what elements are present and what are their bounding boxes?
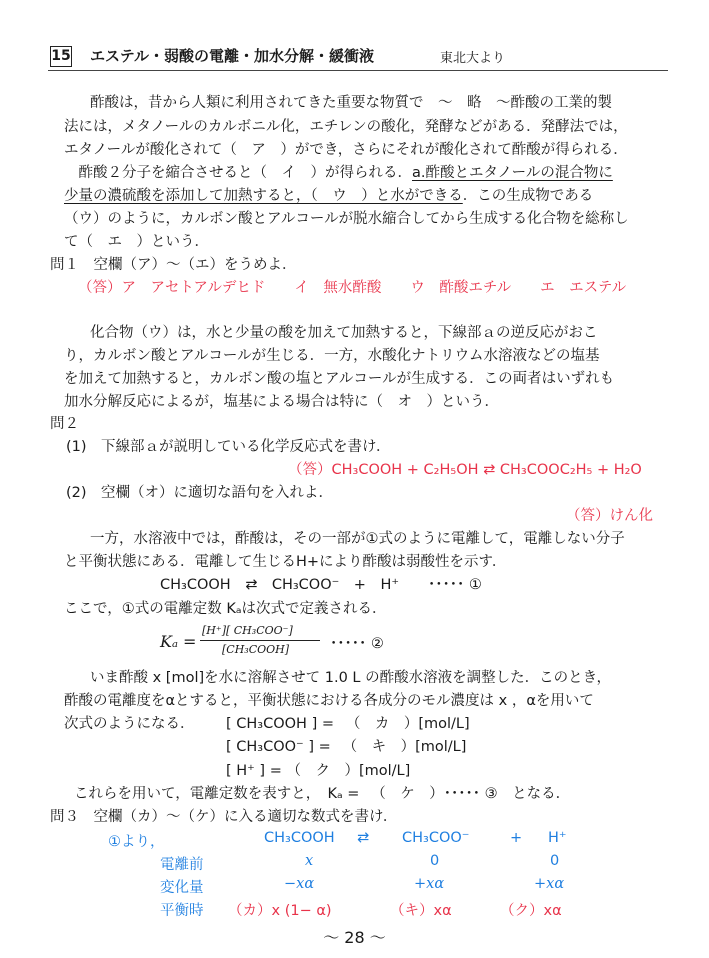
underline-a-part1: a.酢酸とエタノールの混合物に [412,165,613,181]
ka-denominator: [CH₃COOH] [222,643,290,656]
equation-1: CH₃COOH ⇄ CH₃COO⁻ + H⁺ ･････ ① [160,577,482,593]
conc-ch3cooh: [ CH₃COOH ] = （ カ ）[mol/L] [226,716,470,732]
p2-line-2: り，カルボン酸とアルコールが生じる．一方，水酸化ナトリウム水溶液などの塩基 [64,348,600,364]
p4-line-3: 次式のようになる． [64,716,195,732]
conc-h: [ H⁺ ] = （ ク ）[mol/L] [226,763,411,779]
header-divider [48,70,668,71]
p1-line-4-text: 酢酸２分子を縮合させると（ イ ）が得られる． [64,165,412,181]
p2-line-4: 加水分解反応によるが，塩基による場合は特に（ オ ）という． [64,394,499,410]
ice-row-equilibrium-ch3cooh: （カ）x (1− α) [228,903,332,919]
p1-line-2: 法には，メタノールのカルボニル化，エチレンの酸化，発酵などがある．発酵法では， [64,119,628,135]
ice-header-ch3coo: CH₃COO⁻ [402,830,470,846]
p1-line-5 [64,186,593,206]
ice-row-initial-label: 電離前 [160,857,204,873]
problem-source: 東北大より [440,51,506,66]
p4-line-2: 酢酸の電離度をαとすると，平衡状態における各成分のモル濃度は x ，αを用いて [64,693,594,709]
p2-line-3: を加えて加熱すると，カルボン酸の塩とアルコールが生成する．この両者はいずれも [64,371,615,387]
ice-row-equilibrium-label: 平衡時 [160,903,204,919]
ka-definition-line: ここで，①式の電離定数 Kₐは次式で定義される． [64,601,387,617]
ice-row-change-ch3cooh: −xα [284,876,315,892]
q3-label: 問３ 空欄（カ）〜（ケ）に入る適切な数式を書け． [50,809,398,825]
page-number: 〜 28 〜 [323,928,386,947]
ice-header-arrow: ⇄ [357,830,370,846]
q2-sub2: (2) 空欄（オ）に適切な語句を入れよ． [66,485,334,501]
p4-line-1: いま酢酸 x [mol]を水に溶解させて 1.0 L の酢酸水溶液を調整した．このとき， [90,670,612,686]
q2-answer2: （答）けん化 [566,508,653,524]
p3-line-2: と平衡状態にある．電離して生じるH+により酢酸は弱酸性を示す． [64,554,507,570]
underline-a-part2: 少量の濃硫酸を添加して加熱すると，（ ウ ）と水ができる [64,188,463,204]
q1-answer: （答）ア アセトアルデヒド イ 無水酢酸 ウ 酢酸エチル エ エステル [78,280,627,296]
p1-line-6: （ウ）のように，カルボン酸とアルコールが脱水縮合してから生成する化合物を総称し [64,211,629,227]
ice-row-initial-h: 0 [550,853,560,869]
p3-line-1: 一方，水溶液中では，酢酸は，その一部が①式のように電離して，電離しない分子 [90,531,625,547]
q2-label: 問２ [50,416,79,432]
ice-row-equilibrium-h: （ク）xα [500,903,562,919]
p1-line-5-rest: ．この生成物である [462,188,594,204]
ka-symbol: Kₐ = [160,632,197,651]
ice-from-label: ①より， [108,834,165,850]
p2-line-1: 化合物（ウ）は，水と少量の酸を加えて加熱すると，下線部ａの逆反応がおこ [90,325,598,341]
ice-row-initial-ch3coo: 0 [430,853,440,869]
q2-answer1: （答）CH₃COOH + C₂H₅OH ⇄ CH₃COOC₂H₅ + H₂O [288,462,642,478]
problem-title: エステル・弱酸の電離・加水分解・緩衝液 [90,47,374,65]
p1-line-3: エタノールが酸化されて（ ア ）ができ，さらにそれが酸化されて酢酸が得られる． [64,142,628,158]
ice-row-change-h: +xα [534,876,565,892]
p1-line-4 [64,163,613,183]
ice-row-change-label: 変化量 [160,880,204,896]
q1-label: 問１ 空欄（ア）〜（エ）をうめよ． [50,257,297,273]
ice-header-h: H⁺ [548,830,567,846]
ice-row-initial-ch3cooh: x [305,853,314,869]
ice-header-plus: + [510,830,523,846]
ice-row-change-ch3coo: +xα [414,876,445,892]
ka-numerator: [H⁺][ CH₃COO⁻] [202,624,293,637]
ka-expression-line: これらを用いて，電離定数を表すと， Kₐ = （ ケ ）･････ ③ となる． [74,786,571,802]
p1-line-1: 酢酸は，昔から人類に利用されてきた重要な物質で 〜 略 〜酢酸の工業的製 [90,95,612,111]
equation-2-label: ･････ ② [330,636,384,652]
p1-line-7: て（ エ ）という． [64,234,209,250]
conc-ch3coo: [ CH₃COO⁻ ] = （ キ ）[mol/L] [226,739,467,755]
ice-row-equilibrium-ch3coo: （キ）xα [390,903,452,919]
problem-number: 15 [50,46,72,67]
ice-header-ch3cooh: CH₃COOH [264,830,335,846]
fraction-bar [200,640,320,641]
q2-sub1: (1) 下線部ａが説明している化学反応式を書け． [66,439,391,455]
